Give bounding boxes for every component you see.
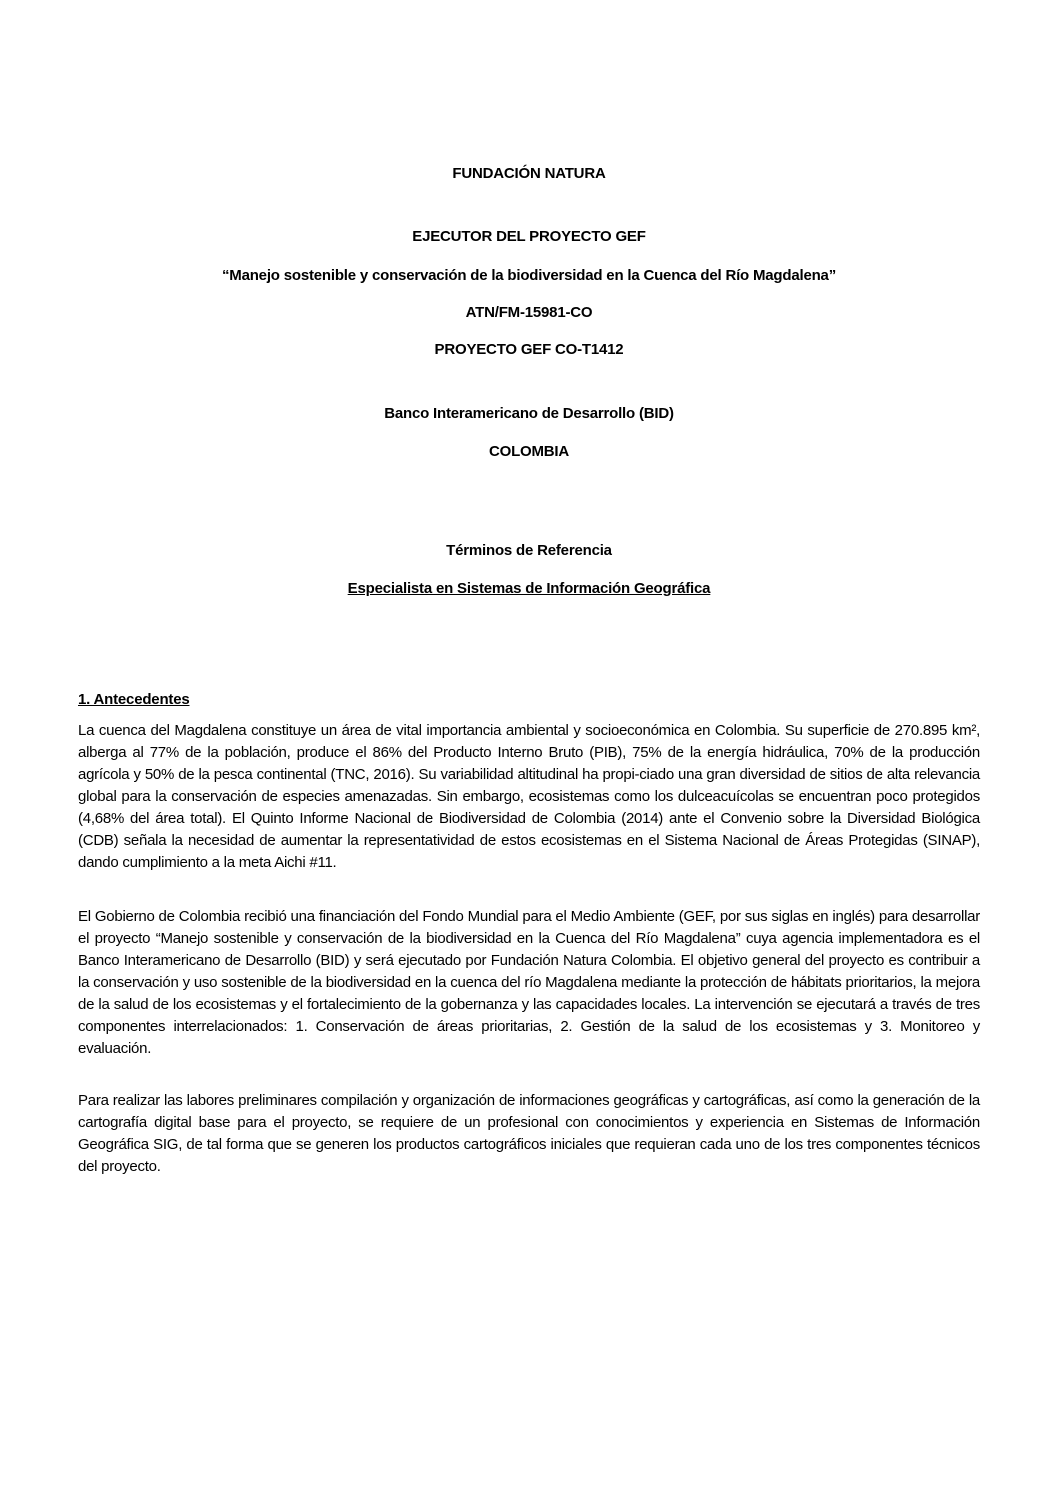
paragraph-3: Para realizar las labores preliminares compilación y organización de informaciones geográficas y cartográficas, así como la generación de la cartografía digital base para el proyecto, se requiere de un profesional con conocimientos y experiencia en Sistemas de Información Geográfica SIG, de tal forma que se generen los productos cartográficos iniciales que requieran cada uno de los tres componentes técnicos del proyecto. — [78, 1092, 980, 1175]
terms-title: Términos de Referencia — [446, 542, 612, 559]
section-heading-text: 1. Antecedentes — [78, 691, 190, 708]
paragraph-2: El Gobierno de Colombia recibió una financiación del Fondo Mundial para el Medio Ambiente (GEF, por sus siglas en inglés) para desarrollar el proyecto “Manejo sostenible y conservación de la biodiversidad en la Cuenca del Río Magdalena” cuya agencia implementadora es el Banco Interamericano de Desarrollo (BID) y será ejecutado por Fundación Natura Colombia. El objetivo general del proyecto es contribuir a la conservación y uso sostenible de la biodiversidad en la cuenca del río Magdalena mediante la protección de hábitats prioritarios, la mejora de la salud de los ecosistemas y el fortalecimiento de la gobernanza y las capacidades locales. La intervención se ejecutará a través de tres componentes interrelacionados: 1. Conservación de áreas prioritarias, 2. Gestión de la salud de los ecosistemas y 3. Monitoreo y evaluación. — [78, 908, 980, 1057]
position-title — [78, 580, 980, 598]
project-title: “Manejo sostenible y conservación de la biodiversidad en la Cuenca del Río Magdalena” — [221, 267, 836, 284]
organization-name: FUNDACIÓN NATURA — [452, 165, 606, 182]
position-title-text: Especialista en Sistemas de Información Geográfica — [347, 580, 711, 597]
section-heading-antecedentes — [78, 691, 190, 709]
bank-name: Banco Interamericano de Desarrollo (BID) — [384, 405, 674, 422]
country-name: COLOMBIA — [488, 443, 570, 460]
project-code: PROYECTO GEF CO-T1412 — [434, 341, 624, 358]
executor-title: EJECUTOR DEL PROYECTO GEF — [412, 228, 646, 245]
paragraph-1: La cuenca del Magdalena constituye un área de vital importancia ambiental y socioeconómica en Colombia. Su superficie de 270.895 km², alberga al 77% de la población, produce el 86% del Producto Interno Bruto (PIB), 75% de la energía hidráulica, 70% de la producción agrícola y 50% de la pesca continental (TNC, 2016). Su variabilidad altitudinal ha propi-ciado una gran diversidad de sitios de alta relevancia global para la conservación de especies amenazadas. Sin embargo, ecosistemas como los dulceacuícolas se encuentran poco protegidos (4,68% del área total). El Quinto Informe Nacional de Biodiversidad de Colombia (2014) ante el Convenio sobre la Diversidad Biológica (CDB) señala la necesidad de aumentar la representatividad de estos ecosistemas en el Sistema Nacional de Áreas Protegidas (SINAP), dando cumplimiento a la meta Aichi #11. — [78, 722, 980, 871]
operation-code: ATN/FM-15981-CO — [465, 304, 593, 321]
